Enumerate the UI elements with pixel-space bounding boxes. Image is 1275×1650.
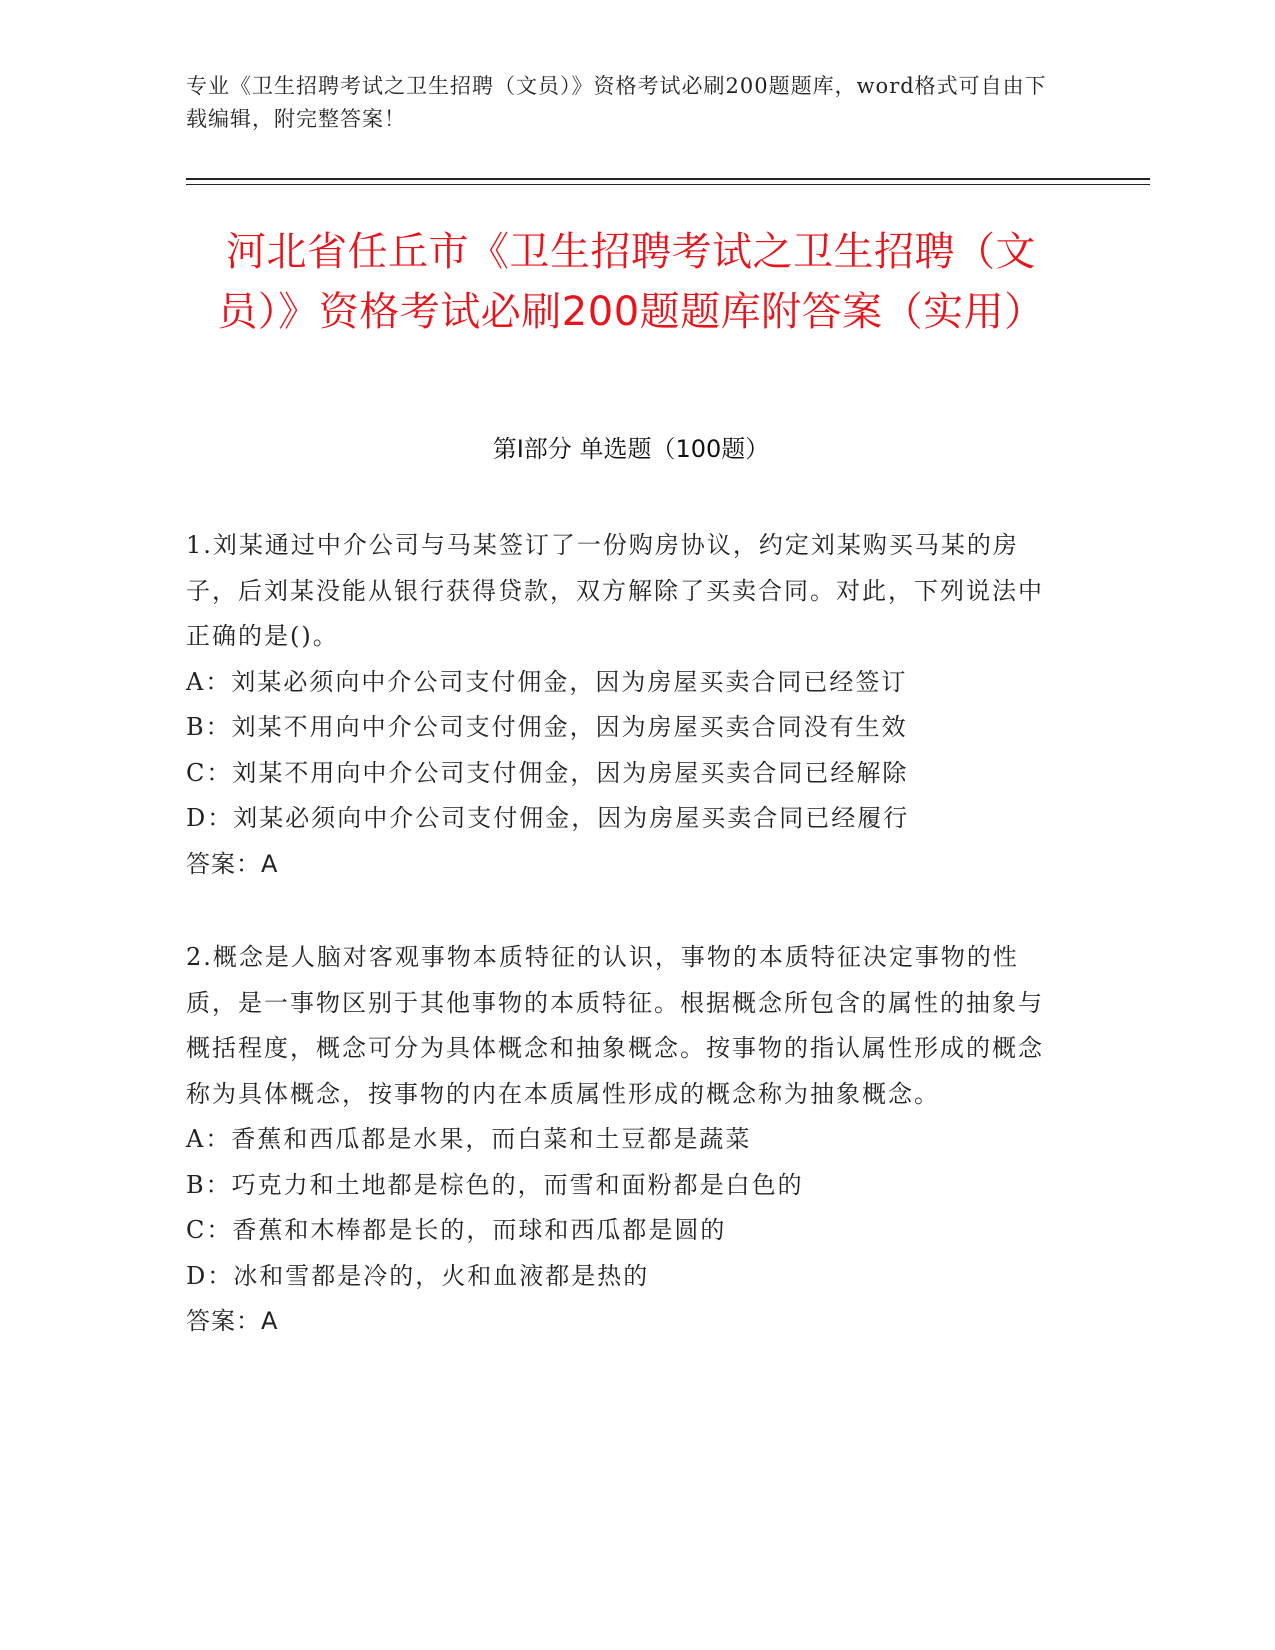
question-stem: 1.刘某通过中介公司与马某签订了一份购房协议，约定刘某购买马某的房子，后刘某没能从银行获得贷款，双方解除了买卖合同。对此，下列说法中正确的是()。 — [186, 531, 1044, 650]
question-block — [186, 935, 1066, 1345]
section-heading: 第I部分 单选题（100题） — [492, 435, 770, 463]
option-a: A：刘某必须向中介公司支付佣金，因为房屋买卖合同已经签订 — [186, 667, 908, 696]
option-d: D：冰和雪都是冷的，火和血液都是热的 — [186, 1261, 650, 1290]
option-b: B：巧克力和土地都是棕色的，而雪和面粉都是白色的 — [186, 1170, 804, 1199]
document-title: 河北省任丘市《卫生招聘考试之卫生招聘（文员）》资格考试必刷200题题库附答案（实用） — [217, 229, 1045, 335]
header-divider-thick — [186, 178, 1150, 180]
option-c: C：香蕉和木棒都是长的，而球和西瓜都是圆的 — [186, 1216, 727, 1244]
option-d: D：刘某必须向中介公司支付佣金，因为房屋买卖合同已经履行 — [186, 804, 910, 832]
question-stem: 2.概念是人脑对客观事物本质特征的认识，事物的本质特征决定事物的性质，是一事物区别于其他事物的本质特征。根据概念所包含的属性的抽象与概括程度，概念可分为具体概念和抽象概念。按事物的指认属性形成的概念称为具体概念，按事物的内在本质属性形成的概念称为抽象概念。 — [186, 943, 1044, 1108]
option-c: C：刘某不用向中介公司支付佣金，因为房屋买卖合同已经解除 — [186, 758, 909, 787]
answer-line: 答案：A — [186, 849, 279, 878]
header-divider-thin — [186, 184, 1150, 185]
option-a: A：香蕉和西瓜都是水果，而白菜和土豆都是蔬菜 — [186, 1125, 752, 1153]
option-b: B：刘某不用向中介公司支付佣金，因为房屋买卖合同没有生效 — [186, 713, 908, 741]
question-block — [186, 523, 1066, 887]
answer-line: 答案：A — [186, 1307, 279, 1335]
header-note: 专业《卫生招聘考试之卫生招聘（文员）》资格考试必刷200题题库，word格式可自由下载编辑，附完整答案！ — [186, 74, 1047, 131]
